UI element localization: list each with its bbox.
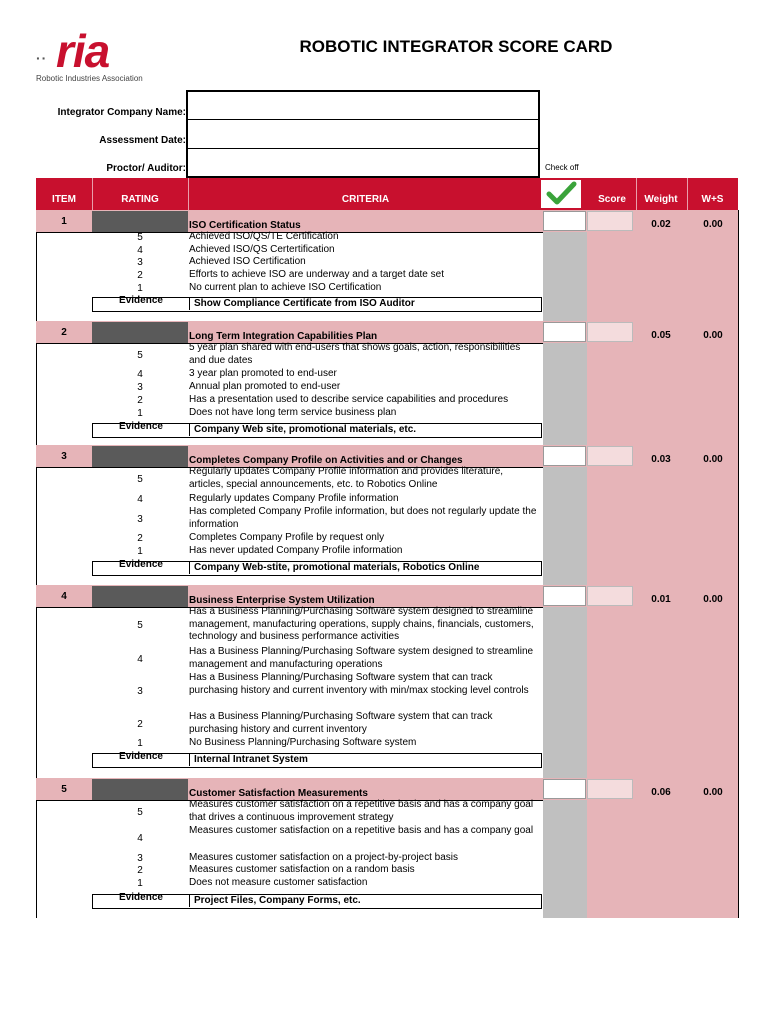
- rating-value: 3: [137, 853, 143, 864]
- ria-logo: [36, 25, 176, 88]
- rating-cell: [92, 211, 188, 232]
- criteria-text: Has a Business Planning/Purchasing Software system that can track purchasing history and current inventory with min/max stocking level controls: [189, 672, 529, 696]
- ws-value: 0.00: [703, 454, 723, 465]
- evidence-text: Show Compliance Certificate from ISO Auditor: [194, 298, 415, 309]
- score-box[interactable]: [587, 211, 633, 231]
- rating-value: 3: [137, 686, 143, 697]
- evidence-divider: [189, 424, 190, 436]
- logo-dots: ··: [36, 50, 48, 66]
- evidence-divider: [189, 562, 190, 574]
- rating-value: 5: [137, 620, 143, 631]
- rating-value: 2: [137, 395, 143, 406]
- check-column-fill: [543, 232, 587, 321]
- rating-value: 4: [137, 653, 143, 665]
- table-right-edge: [738, 210, 739, 918]
- company-name-label: Integrator Company Name:: [57, 107, 186, 118]
- criteria-text: Completes Company Profile by request only: [189, 532, 385, 543]
- rating-value: 5: [137, 473, 143, 485]
- rating-value: 2: [137, 533, 143, 544]
- evidence-row: [92, 753, 542, 768]
- criteria-text: Achieved ISO/QS Certertification: [189, 244, 335, 255]
- criteria-text: Measures customer satisfaction on a random basis: [189, 864, 415, 875]
- rating-value: 2: [137, 718, 143, 730]
- weight-value: 0.02: [651, 219, 671, 230]
- check-column-fill: [543, 607, 587, 778]
- item-header-row: [36, 445, 738, 467]
- criteria-text: Annual plan promoted to end-user: [189, 381, 341, 392]
- score-column-fill: [587, 232, 738, 321]
- rating-cell: [92, 779, 188, 800]
- item-number: 1: [61, 216, 67, 227]
- ws-value: 0.00: [703, 219, 723, 230]
- check-column-fill: [543, 467, 587, 585]
- proctor-field[interactable]: [188, 149, 538, 176]
- criteria-text: 3 year plan promoted to end-user: [189, 368, 337, 379]
- criteria-text: Does not have long term service business plan: [189, 407, 397, 418]
- rating-cell: [92, 586, 188, 607]
- item-header-row: [36, 585, 738, 607]
- logo-subtitle: Robotic Industries Association: [36, 74, 143, 83]
- rating-value: 1: [137, 738, 143, 749]
- criteria-text: Has a Business Planning/Purchasing Software system that can track purchasing history and current inventory: [189, 711, 493, 735]
- criteria-text: Measures customer satisfaction on a repetitive basis and has a company goal: [189, 825, 534, 836]
- ws-header: W+S: [701, 194, 724, 205]
- score-header: Score: [598, 194, 626, 205]
- score-column-fill: [587, 467, 738, 585]
- score-box[interactable]: [587, 322, 633, 342]
- rating-value: 5: [137, 806, 143, 818]
- criteria-text: Has a Business Planning/Purchasing Software system designed to streamline management, manufacturing operations, supply chains, financials, customers, technology and business performance activities: [189, 606, 534, 642]
- page-title: ROBOTIC INTEGRATOR SCORE CARD: [299, 37, 613, 56]
- evidence-label: Evidence: [119, 421, 163, 432]
- criteria-text: Regularly updates Company Profile information: [189, 493, 399, 504]
- item-body: [36, 467, 738, 585]
- item-header-row: [36, 210, 738, 232]
- item-title: Business Enterprise System Utilization: [189, 595, 375, 606]
- item-body: [36, 343, 738, 445]
- rating-value: 3: [137, 257, 143, 268]
- rating-value: 5: [137, 232, 143, 243]
- weight-value: 0.01: [651, 594, 671, 605]
- evidence-divider: [189, 895, 190, 907]
- score-box[interactable]: [587, 446, 633, 466]
- item-title: Long Term Integration Capabilities Plan: [189, 331, 378, 342]
- item-body: [36, 607, 738, 778]
- score-box[interactable]: [587, 586, 633, 606]
- evidence-text: Company Web site, promotional materials, etc.: [194, 424, 417, 435]
- criteria-text: Measures customer satisfaction on a project-by-project basis: [189, 852, 459, 863]
- evidence-label: Evidence: [119, 892, 163, 903]
- score-column-fill: [587, 343, 738, 445]
- check-off-box[interactable]: [543, 446, 586, 466]
- rating-value: 1: [137, 878, 143, 889]
- ws-value: 0.00: [703, 594, 723, 605]
- company-name-field[interactable]: [188, 92, 538, 119]
- evidence-divider: [189, 754, 190, 766]
- rating-value: 4: [137, 369, 143, 380]
- item-body: [36, 232, 738, 321]
- logo-wordmark: ria: [56, 25, 110, 77]
- item-title: Customer Satisfaction Measurements: [189, 788, 368, 799]
- check-off-box[interactable]: [543, 779, 586, 799]
- criteria-text: Has completed Company Profile information, but does not regularly update the information: [189, 506, 537, 530]
- check-off-box[interactable]: [543, 211, 586, 231]
- criteria-text: Achieved ISO/QS/TE Certification: [189, 231, 339, 242]
- rating-value: 1: [137, 283, 143, 294]
- criteria-text: Measures customer satisfaction on a repetitive basis and has a company goal that drives a continuous improvement strategy: [189, 799, 534, 823]
- item-title: Completes Company Profile on Activities and or Changes: [189, 455, 463, 466]
- score-column-fill: [587, 800, 738, 918]
- rating-header: RATING: [121, 194, 159, 205]
- item-number: 5: [61, 784, 67, 795]
- check-off-box[interactable]: [543, 586, 586, 606]
- score-box[interactable]: [587, 779, 633, 799]
- evidence-label: Evidence: [119, 559, 163, 570]
- check-column-fill: [543, 800, 587, 918]
- item-header: ITEM: [52, 194, 76, 205]
- item-number: 3: [61, 451, 67, 462]
- rating-value: 3: [137, 513, 143, 525]
- item-number: 4: [61, 591, 67, 602]
- evidence-text: Project Files, Company Forms, etc.: [194, 895, 361, 906]
- evidence-row: [92, 561, 542, 576]
- header-fields-box: [186, 90, 540, 178]
- evidence-row: [92, 894, 542, 909]
- item-title: ISO Certification Status: [189, 220, 301, 231]
- weight-value: 0.05: [651, 330, 671, 341]
- score-column-fill: [587, 607, 738, 778]
- item-header-row: [36, 778, 738, 800]
- criteria-text: Efforts to achieve ISO are underway and a target date set: [189, 269, 444, 280]
- rating-value: 4: [137, 494, 143, 505]
- evidence-divider: [189, 298, 190, 310]
- check-off-box[interactable]: [543, 322, 586, 342]
- rating-value: 1: [137, 546, 143, 557]
- assessment-date-field[interactable]: [188, 120, 538, 147]
- rating-value: 5: [137, 349, 143, 361]
- evidence-label: Evidence: [119, 751, 163, 762]
- ws-value: 0.00: [703, 787, 723, 798]
- criteria-text: Has a presentation used to describe service capabilities and procedures: [189, 394, 509, 405]
- weight-value: 0.06: [651, 787, 671, 798]
- rating-cell: [92, 446, 188, 467]
- weight-value: 0.03: [651, 454, 671, 465]
- rating-value: 4: [137, 832, 143, 844]
- rating-value: 3: [137, 382, 143, 393]
- evidence-label: Evidence: [119, 295, 163, 306]
- rating-value: 2: [137, 270, 143, 281]
- rating-value: 4: [137, 245, 143, 256]
- proctor-label: Proctor/ Auditor:: [106, 163, 186, 174]
- evidence-row: [92, 297, 542, 312]
- check-header-cell: [541, 180, 581, 208]
- evidence-row: [92, 423, 542, 438]
- evidence-text: Internal Intranet System: [194, 754, 308, 765]
- item-number: 2: [61, 327, 67, 338]
- evidence-text: Company Web-stite, promotional materials, Robotics Online: [194, 562, 480, 573]
- ws-value: 0.00: [703, 330, 723, 341]
- criteria-text: Does not measure customer satisfaction: [189, 877, 368, 888]
- weight-header: Weight: [644, 194, 678, 205]
- rating-cell: [92, 322, 188, 343]
- criteria-text: Has a Business Planning/Purchasing Software system designed to streamline management and manufacturing operations: [189, 646, 534, 670]
- criteria-text: 5 year plan shared with end-users that shows goals, action, responsibilities and due dates: [189, 342, 521, 366]
- criteria-text: Achieved ISO Certification: [189, 256, 306, 267]
- criteria-text: No current plan to achieve ISO Certification: [189, 282, 382, 293]
- table-header: [36, 178, 738, 210]
- criteria-text: Has never updated Company Profile information: [189, 545, 403, 556]
- assessment-date-label: Assessment Date:: [99, 135, 186, 146]
- check-off-label: Check off: [545, 163, 579, 172]
- item-header-row: [36, 321, 738, 343]
- rating-value: 1: [137, 408, 143, 419]
- check-column-fill: [543, 343, 587, 445]
- criteria-text: No Business Planning/Purchasing Software system: [189, 737, 417, 748]
- criteria-text: Regularly updates Company Profile information and provides literature, articles, special announcements, etc. to Robotics Online: [189, 466, 504, 490]
- criteria-header: CRITERIA: [341, 194, 390, 205]
- item-body: [36, 800, 738, 918]
- rating-value: 2: [137, 865, 143, 876]
- checkmark-icon: [541, 180, 581, 208]
